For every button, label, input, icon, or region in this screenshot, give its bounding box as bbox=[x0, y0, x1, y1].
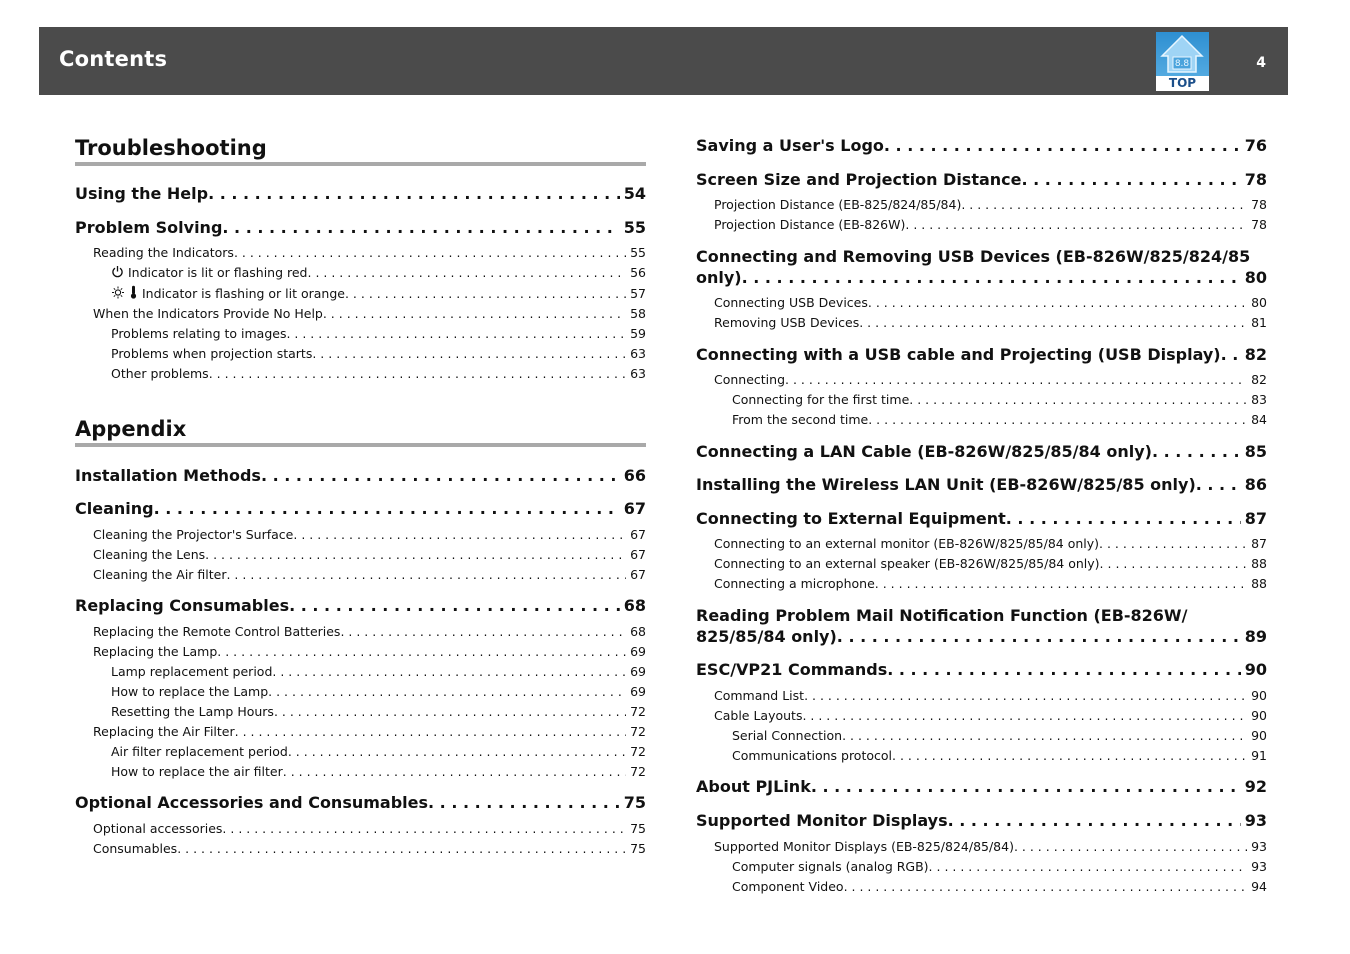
toc-entry[interactable]: Connecting . . . 82 bbox=[696, 372, 1267, 387]
toc-entry[interactable]: How to replace the air filter . . . 72 bbox=[75, 764, 646, 779]
toc-entry[interactable]: Installation Methods . . . 66 bbox=[75, 466, 646, 485]
section-title-appendix: Appendix bbox=[75, 417, 646, 447]
toc-entry[interactable]: When the Indicators Provide No Help . . . 58 bbox=[75, 306, 646, 321]
toc-entry[interactable]: Optional Accessories and Consumables . . . 75 bbox=[75, 793, 646, 812]
toc-entry[interactable]: Problems relating to images . . . 59 bbox=[75, 326, 646, 341]
power-icon bbox=[111, 265, 124, 278]
toc-entry[interactable]: Lamp replacement period . . . 69 bbox=[75, 664, 646, 679]
toc-entry[interactable]: Other problems . . . 63 bbox=[75, 366, 646, 381]
temperature-icon bbox=[129, 285, 138, 299]
toc-entry[interactable]: Connecting a microphone . . . 88 bbox=[696, 576, 1267, 591]
toc-entry[interactable]: Reading the Indicators . . . 55 bbox=[75, 245, 646, 260]
toc-entry[interactable]: Replacing the Air Filter . . . 72 bbox=[75, 724, 646, 739]
toc-entry[interactable]: Saving a User's Logo . . . 76 bbox=[696, 136, 1267, 155]
toc-entry[interactable]: Indicator is lit or flashing red . . . 56 bbox=[75, 265, 646, 280]
toc-entry-line1[interactable]: Connecting and Removing USB Devices (EB-826W/825/824/85 bbox=[696, 247, 1251, 266]
lamp-icon bbox=[111, 286, 125, 299]
toc-entry[interactable]: Command List . . . 90 bbox=[696, 688, 1267, 703]
toc-entry[interactable]: Cable Layouts . . . 90 bbox=[696, 708, 1267, 723]
toc-entry[interactable]: Serial Connection . . . 90 bbox=[696, 728, 1267, 743]
page-number: 4 bbox=[1256, 55, 1266, 71]
page-title: Contents bbox=[59, 47, 168, 71]
toc-entry[interactable]: Supported Monitor Displays (EB-825/824/85/84) . . . 93 bbox=[696, 839, 1267, 854]
toc-entry[interactable]: Problem Solving . . . 55 bbox=[75, 218, 646, 237]
toc-entry[interactable]: Connecting to External Equipment . . . 87 bbox=[696, 509, 1267, 528]
toc-entry[interactable]: Connecting for the first time . . . 83 bbox=[696, 392, 1267, 407]
toc-entry[interactable]: Air filter replacement period . . . 72 bbox=[75, 744, 646, 759]
toc-entry[interactable]: How to replace the Lamp . . . 69 bbox=[75, 684, 646, 699]
toc-entry[interactable]: Projection Distance (EB-826W) . . . 78 bbox=[696, 217, 1267, 232]
toc-entry[interactable]: ESC/VP21 Commands . . . 90 bbox=[696, 660, 1267, 679]
toc-entry[interactable]: Consumables . . . 75 bbox=[75, 841, 646, 856]
toc-entry[interactable]: Removing USB Devices . . . 81 bbox=[696, 315, 1267, 330]
top-label: TOP bbox=[1156, 76, 1209, 91]
toc-entry[interactable]: Connecting with a USB cable and Projecting (USB Display) . . . 82 bbox=[696, 345, 1267, 364]
toc-entry[interactable]: Connecting to an external speaker (EB-826W/825/85/84 only) . . . 88 bbox=[696, 556, 1267, 571]
toc-entry[interactable]: Communications protocol . . . 91 bbox=[696, 748, 1267, 763]
toc-entry[interactable]: Screen Size and Projection Distance . . . 78 bbox=[696, 170, 1267, 189]
toc-entry[interactable]: Cleaning the Lens . . . 67 bbox=[75, 547, 646, 562]
toc-entry[interactable]: Replacing the Remote Control Batteries . . . 68 bbox=[75, 624, 646, 639]
toc-entry[interactable]: only) . . . 80 bbox=[696, 268, 1267, 287]
toc-entry[interactable]: Connecting to an external monitor (EB-826W/825/85/84 only) . . . 87 bbox=[696, 536, 1267, 551]
page-header bbox=[39, 27, 1288, 95]
toc-entry[interactable]: Installing the Wireless LAN Unit (EB-826W/825/85 only) . . . 86 bbox=[696, 475, 1267, 494]
toc-entry[interactable]: Replacing Consumables . . . 68 bbox=[75, 596, 646, 615]
toc-entry[interactable]: About PJLink . . . 92 bbox=[696, 777, 1267, 796]
section-title-troubleshooting: Troubleshooting bbox=[75, 136, 646, 166]
svg-text:8.8: 8.8 bbox=[1174, 59, 1190, 69]
toc-entry[interactable]: Computer signals (analog RGB) . . . 93 bbox=[696, 859, 1267, 874]
toc-entry[interactable]: Using the Help . . . 54 bbox=[75, 184, 646, 203]
home-icon bbox=[1156, 32, 1209, 76]
toc-entry[interactable]: Cleaning the Air filter . . . 67 bbox=[75, 567, 646, 582]
toc-entry[interactable]: Optional accessories . . . 75 bbox=[75, 821, 646, 836]
toc-entry[interactable]: Cleaning . . . 67 bbox=[75, 499, 646, 518]
toc-entry[interactable]: 825/85/84 only) . . . 89 bbox=[696, 627, 1267, 646]
toc-entry[interactable]: Problems when projection starts . . . 63 bbox=[75, 346, 646, 361]
toc-entry[interactable]: Indicator is flashing or lit orange . . . 57 bbox=[75, 285, 646, 301]
toc-entry[interactable]: Connecting USB Devices . . . 80 bbox=[696, 295, 1267, 310]
toc-entry[interactable]: Component Video . . . 94 bbox=[696, 879, 1267, 894]
toc-entry-line1[interactable]: Reading Problem Mail Notification Function (EB-826W/ bbox=[696, 606, 1188, 625]
toc-entry[interactable]: Resetting the Lamp Hours . . . 72 bbox=[75, 704, 646, 719]
top-button[interactable] bbox=[1156, 32, 1209, 91]
toc-entry[interactable]: Connecting a LAN Cable (EB-826W/825/85/84 only) . . . 85 bbox=[696, 442, 1267, 461]
toc-entry[interactable]: Projection Distance (EB-825/824/85/84) . . . 78 bbox=[696, 197, 1267, 212]
toc-entry[interactable]: From the second time . . . 84 bbox=[696, 412, 1267, 427]
toc-entry[interactable]: Supported Monitor Displays . . . 93 bbox=[696, 811, 1267, 830]
toc-entry[interactable]: Cleaning the Projector's Surface . . . 67 bbox=[75, 527, 646, 542]
toc-entry[interactable]: Replacing the Lamp . . . 69 bbox=[75, 644, 646, 659]
